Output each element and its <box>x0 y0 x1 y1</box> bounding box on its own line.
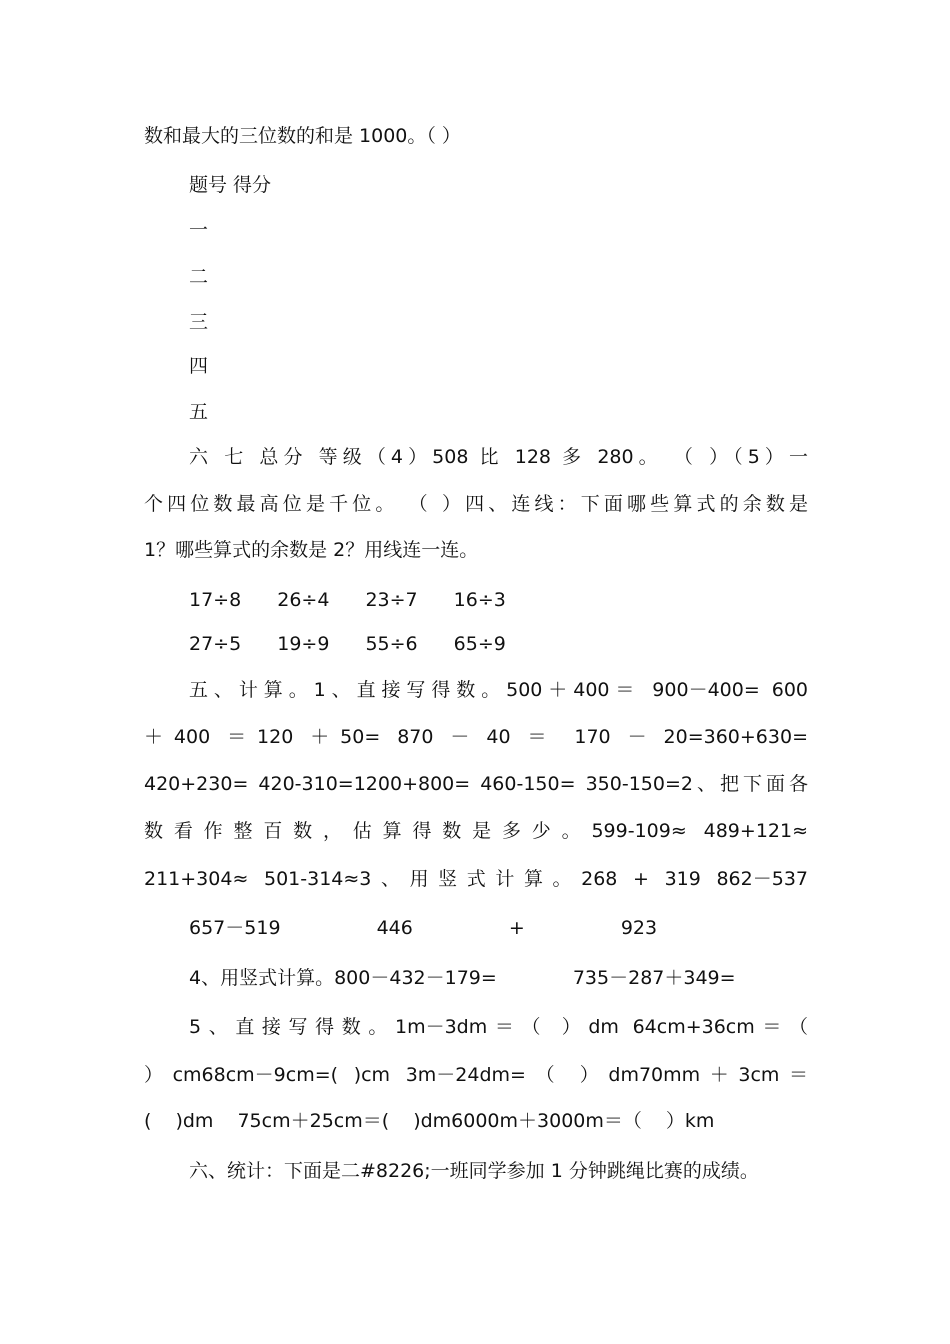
calc-question-4-line: 4、用竖式计算。800－432－179= 735－287＋349= <box>189 967 736 989</box>
division-row-1: 17÷8 26÷4 23÷7 16÷3 <box>189 589 506 611</box>
question-4-line: 六 七 总分 等级（4）508 比 128 多 280。 （ ）（5）一 <box>189 446 808 468</box>
calc-section-line-1: 五、计算。1、直接写得数。500＋400＝ 900－400= 600 <box>189 679 808 701</box>
matching-instruction-line: 1？哪些算式的余数是 2？用线连一连。 <box>144 539 479 561</box>
vertical-calc-line: 657－519 446 + 923 <box>189 917 658 939</box>
question-5-line: 个四位数最高位是千位。 （ ）四、连线：下面哪些算式的余数是 <box>144 493 808 515</box>
calc-question-5-line-3: ( )dm 75cm＋25cm＝( )dm6000m＋3000m＝（ ）km <box>144 1110 715 1132</box>
calc-section-line-3: 420+230= 420-310=1200+800= 460-150= 350-150=2、把下面各 <box>144 773 808 795</box>
table-row-5: 五 <box>189 401 209 423</box>
calc-section-line-4: 数看作整百数，估算得数是多少。599-109≈ 489+121≈ <box>144 820 808 842</box>
calc-section-line-2: ＋400 ＝120 ＋50= 870 － 40 ＝ 170 － 20=360+630= <box>144 726 808 748</box>
text-line-1: 数和最大的三位数的和是 1000。（ ） <box>144 125 461 147</box>
table-row-1: 一 <box>189 219 209 241</box>
statistics-section-line: 六、统计：下面是二#8226;一班同学参加 1 分钟跳绳比赛的成绩。 <box>189 1160 759 1182</box>
table-header-line: 题号 得分 <box>189 174 272 196</box>
table-row-2: 二 <box>189 266 209 288</box>
calc-question-5-line-1: 5、直接写得数。1m－3dm＝（ ）dm 64cm+36cm＝（ <box>189 1016 808 1038</box>
table-row-3: 三 <box>189 311 209 333</box>
calc-question-5-line-2: ）cm68cm－9cm=( )cm 3m－24dm=（ ）dm70mm＋3cm＝ <box>144 1064 808 1086</box>
calc-section-line-5: 211+304≈ 501-314≈3、用竖式计算。268 + 319 862－537 <box>144 868 808 890</box>
division-row-2: 27÷5 19÷9 55÷6 65÷9 <box>189 633 506 655</box>
table-row-4: 四 <box>189 355 209 377</box>
